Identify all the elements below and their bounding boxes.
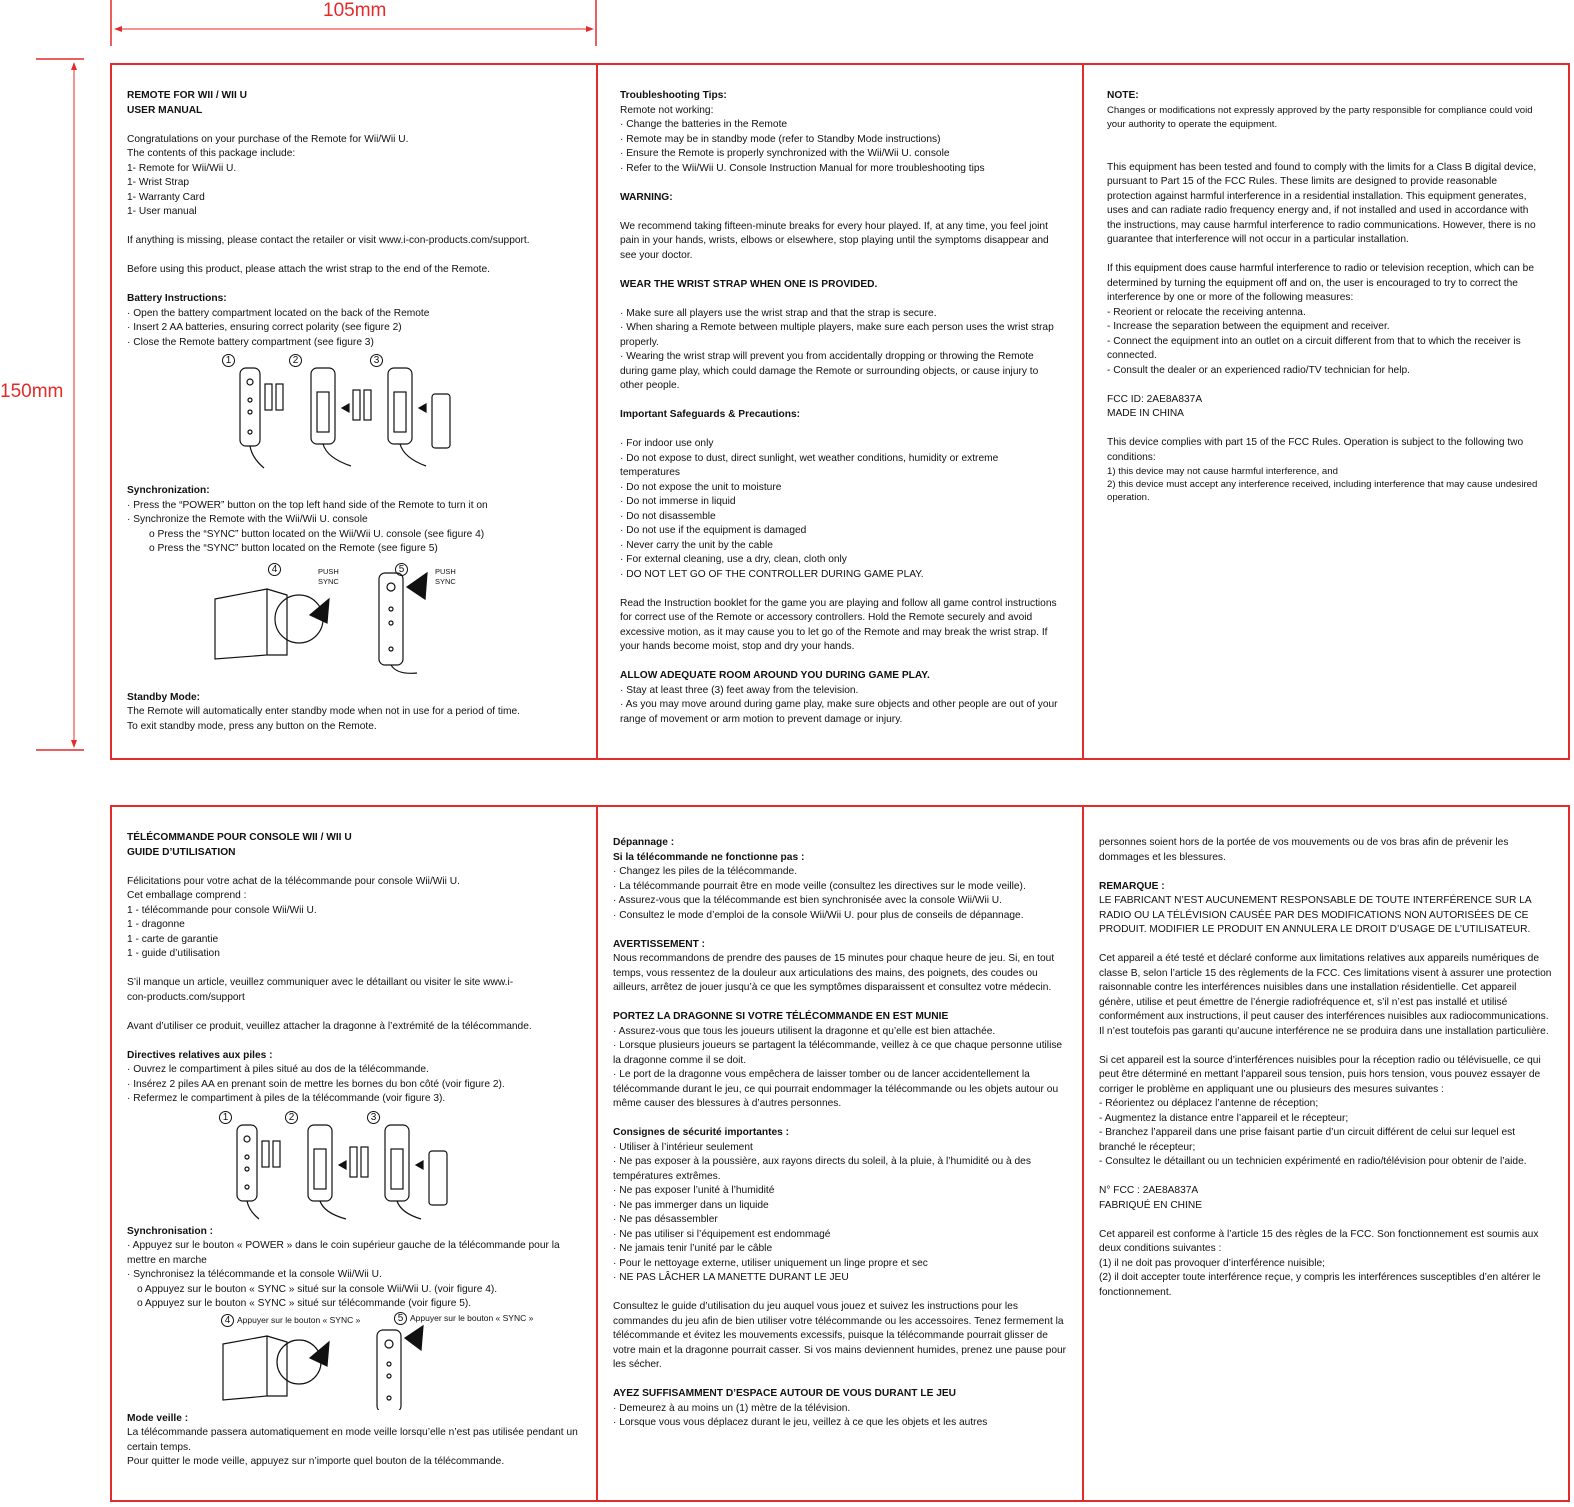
note-heading: REMARQUE : (1099, 880, 1165, 892)
note-heading: NOTE: (1107, 90, 1139, 101)
troubleshooting-item: Remote not working: (620, 104, 714, 116)
troubleshooting-item: · La télécommande pourrait être en mode veille (consultez les directives sur le mode veille). (613, 880, 1026, 892)
standby-text: La télécommande passera automatiquement en mode veille lorsqu’elle n’est pas utilisée pendant un certain temps. (127, 1427, 581, 1453)
safeguard-item: · Ne pas immerger dans un liquide (613, 1199, 769, 1211)
figure-number: 3 (370, 354, 383, 367)
figure-number: 1 (219, 1111, 232, 1124)
intro-line: 1- Remote for Wii/Wii U. (127, 162, 237, 174)
fcc-id-value: 2AE8A837A (1142, 1185, 1199, 1196)
made-in-label: MADE IN CHINA (1107, 408, 1184, 419)
warning-heading: AVERTISSEMENT : (613, 938, 706, 950)
battery-heading: Directives relatives aux piles : (127, 1049, 273, 1061)
safeguard-item: · Do not immerse in liquid (620, 496, 736, 507)
room-item: · Lorsque vous vous déplacez durant le jeu, veillez à ce que les objets et les autres (613, 1417, 988, 1428)
made-in-label: FABRIQUÉ EN CHINE (1099, 1199, 1203, 1211)
condition-item: (2) il doit accepter toute interférence reçue, y compris les interférences susceptibles d’en altérer le fonctionnement. (1099, 1272, 1544, 1298)
continued-text: personnes soient hors de la portée de vos mouvements ou de vos bras afin de prévenir les dommages et les blessures. (1099, 837, 1512, 863)
safeguards-heading: Consignes de sécurité importantes : (613, 1127, 790, 1138)
measure-item: - Connect the equipment into an outlet on a circuit different from that to which the receiver is connected. (1107, 335, 1524, 361)
troubleshooting-item: · Refer to the Wii/Wii U. Console Instruction Manual for more troubleshooting tips (620, 162, 985, 174)
figure-number: 3 (367, 1111, 380, 1124)
figure-number: 4 (221, 1314, 234, 1327)
sync-step: · Synchronisez la télécommande et la console Wii/Wii U. (127, 1269, 382, 1280)
troubleshooting-item: · Ensure the Remote is properly synchronized with the Wii/Wii U. console (620, 148, 950, 159)
battery-step: · Open the battery compartment located on the back of the Remote (127, 307, 430, 319)
troubleshooting-subheading: Si la télécommande ne fonctionne pas : (613, 851, 805, 863)
intro-line: 1- User manual (127, 206, 197, 217)
width-dimension-label: 105mm (323, 0, 387, 21)
en-panel-3 (1107, 89, 1543, 504)
manual-title: TÉLÉCOMMANDE POUR CONSOLE WII / WII U (127, 832, 352, 843)
troubleshooting-heading: Troubleshooting Tips: (620, 90, 727, 101)
fr-panel-2 (613, 836, 1069, 1431)
figure-number: 2 (285, 1111, 298, 1124)
fcc-compliance-text: Cet appareil a été testé et déclaré conforme aux limitations relatives aux appareils numériques de classe B, selon l’article 15 des règlements de la FCC. Ces limitations visent à assurer une protection raisonnable contre les interférences nuisibles dans une installation résidentielle. Cet appareil génère, utilise et peut émettre de l’énergie radiofréquence et, s’il n’est pas installé et utilisé conformément aux instructions, il peut causer des interférences nuisibles aux radiocommunications. Il n’est toutefois pas garanti qu’aucune interférence ne se produira dans une installation particulière. (1099, 953, 1555, 1037)
safeguard-item: · Never carry the unit by the cable (620, 539, 773, 551)
sync-substep: o Appuyez sur le bouton « SYNC » situé sur télécommande (voir figure 5). (137, 1298, 472, 1309)
battery-step: · Close the Remote battery compartment (see figure 3) (127, 336, 374, 348)
warning-text: Nous recommandons de prendre des pauses de 15 minutes pour chaque heure de jeu. Si, en tout temps, vous ressentez de la douleur aux articulations des mains, des poignets, des coudes ou ailleurs, arrêtez de jouer jusqu’à ce que les symptômes disparaissent et consultez votre médecin. (613, 953, 1058, 993)
battery-step: · Refermez le compartiment à piles de la télécommande (voir figure 3). (127, 1093, 446, 1104)
strap-heading: PORTEZ LA DRAGONNE SI VOTRE TÉLÉCOMMANDE EN EST MUNIE (613, 1011, 949, 1022)
measure-item: - Augmentez la distance entre l’appareil et le récepteur; (1099, 1112, 1349, 1124)
intro-line: Félicitations pour votre achat de la télécommande pour console Wii/Wii U. (127, 875, 460, 887)
panel-divider (1082, 65, 1084, 758)
before-use-text: Avant d’utiliser ce produit, veuillez attacher la dragonne à l’extrémité de la télécommande. (127, 1020, 532, 1032)
sync-label: SYNC (318, 576, 339, 586)
measure-item: - Consultez le détaillant ou un technicien expérimenté en radio/télévision pour obtenir de l’aide. (1099, 1156, 1527, 1167)
room-heading: ALLOW ADEQUATE ROOM AROUND YOU DURING GAME PLAY. (620, 670, 930, 681)
intro-line: 1 - dragonne (127, 919, 185, 930)
figure-number: 5 (394, 1312, 407, 1325)
push-label: PUSH (318, 566, 339, 576)
strap-item: · Wearing the wrist strap will prevent you from accidentally dropping or throwing the Remote during game play, which could damage the Remote or surrounding objects, or cause injury to other people. (620, 351, 1042, 391)
sync-illustration (127, 1314, 589, 1410)
missing-text: If anything is missing, please contact the retailer or visit www.i-con-products.com/support. (127, 235, 530, 246)
sync-substep: o Appuyez sur le bouton « SYNC » situé sur la console Wii/Wii U. (voir figure 4). (137, 1283, 498, 1295)
safeguards-heading: Important Safeguards & Precautions: (620, 409, 801, 420)
measure-item: - Réorientez ou déplacez l’antenne de réception; (1099, 1098, 1319, 1109)
complies-text: Cet appareil est conforme à l’article 15 des règles de la FCC. Son fonctionnement est soumis aux deux conditions suivantes : (1099, 1228, 1542, 1254)
panel-divider (1082, 807, 1084, 1500)
push-sync-label: Appuyer sur le bouton « SYNC » (237, 1314, 361, 1325)
warning-text: We recommend taking fifteen-minute breaks for every hour played. If, at any time, you feel joint pain in your hands, wrists, elbows or elsewhere, stop playing until the symptoms disappear and see your doctor. (620, 220, 1052, 261)
room-item: · Demeurez à au moins un (1) mètre de la télévision. (613, 1402, 851, 1414)
complies-text: This device complies with part 15 of the FCC Rules. Operation is subject to the following two conditions: (1107, 437, 1527, 463)
intro-line: 1- Wrist Strap (127, 177, 190, 188)
sync-substep: o Press the “SYNC” button located on the Remote (see figure 5) (149, 543, 438, 554)
en-panel-1 (127, 89, 589, 734)
fcc-compliance-text: This equipment has been tested and found to comply with the limits for a Class B digital device, pursuant to Part 15 of the FCC Rules. These limits are designed to provide reasonable protection against harmful interference in a residential installation. This equipment generates, uses and can radiate radio frequency energy and, if not installed and used in accordance with the instructions, may cause harmful interference to radio communications. However, there is no guarantee that interference will not occur in a particular installation. (1107, 161, 1540, 245)
fcc-id (1107, 393, 1543, 408)
safeguard-item: · Ne pas exposer l’unité à l’humidité (613, 1185, 775, 1196)
strap-item: · Le port de la dragonne vous empêchera de laisser tomber ou de lancer accidentellement la télécommande durant le jeu, ce qui pourrait endommager la télécommande ou les objets autour ou même causer des blessures à d’autres personnes. (613, 1069, 1061, 1109)
sync-figure (127, 1314, 589, 1410)
push-sync-label: Appuyer sur le bouton « SYNC » (410, 1312, 534, 1323)
panel-divider (596, 807, 598, 1500)
strap-item: · Assurez-vous que tous les joueurs utilisent la dragonne et qu’elle est bien attachée. (613, 1025, 996, 1037)
height-dimension-line (36, 58, 86, 752)
room-heading: AYEZ SUFFISAMMENT D’ESPACE AUTOUR DE VOUS DURANT LE JEU (613, 1388, 957, 1399)
fr-panel-3 (1099, 836, 1553, 1300)
safeguard-item: · For external cleaning, use a dry, clean, cloth only (620, 554, 847, 565)
condition-item: (1) il ne doit pas provoquer d’interférence nuisible; (1099, 1257, 1325, 1269)
fcc-id-value: 2AE8A837A (1146, 393, 1203, 405)
battery-figure (127, 352, 589, 482)
manual-title: REMOTE FOR WII / WII U (127, 90, 247, 101)
push-label: PUSH (435, 566, 456, 576)
read-instructions-text: Read the Instruction booklet for the game you are playing and follow all game control instructions for correct use of the Remote or accessory controllers. Hold the Remote securely and avoid excessive motion, as it may cause you to let go of the Remote and may break the wrist strap. If your hands become moist, stop and dry your hands. (620, 597, 1060, 652)
sync-illustration (127, 559, 589, 689)
fcc-interference-text: Si cet appareil est la source d’interférences nuisibles pour la réception radio ou télévisuelle, ce qui peut être déterminé en mettant l’appareil sous tension, puis hors tension, vous pouvez essayer de corriger le problème en appliquant une ou plusieurs des mesures suivantes : (1099, 1054, 1544, 1095)
strap-heading: WEAR THE WRIST STRAP WHEN ONE IS PROVIDED. (620, 278, 878, 290)
safeguard-item: · Ne pas utiliser si l’équipement est endommagé (613, 1228, 831, 1240)
safeguard-item: · Pour le nettoyage externe, utiliser uniquement un linge propre et sec (613, 1257, 928, 1269)
intro-line: 1- Warranty Card (127, 191, 205, 203)
safeguard-item: · Ne jamais tenir l’unité par le câble (613, 1243, 773, 1254)
battery-step: · Ouvrez le compartiment à piles situé au dos de la télécommande. (127, 1064, 429, 1075)
sync-step: · Appuyez sur le bouton « POWER » dans le coin supérieur gauche de la télécommande pour la mettre en marche (127, 1240, 563, 1266)
safeguard-item: · Ne pas exposer à la poussière, aux rayons directs du soleil, à la pluie, à l’humidité ou à des températures extrêmes. (613, 1156, 1034, 1182)
strap-item: · Make sure all players use the wrist strap and that the strap is secure. (620, 307, 937, 319)
intro-line: The contents of this package include: (127, 148, 296, 159)
fcc-id-label: FCC ID: (1107, 393, 1147, 405)
safeguard-item: · Ne pas désassembler (613, 1214, 718, 1225)
safeguard-item: · Do not use if the equipment is damaged (620, 525, 807, 536)
intro-line: 1 - télécommande pour console Wii/Wii U. (127, 904, 317, 916)
manual-subtitle: USER MANUAL (127, 104, 203, 116)
intro-line: Congratulations on your purchase of the Remote for Wii/Wii U. (127, 133, 409, 145)
sync-label: SYNC (435, 576, 456, 586)
standby-text: Pour quitter le mode veille, appuyez sur n’importe quel bouton de la télécommande. (127, 1456, 505, 1467)
panel-divider (596, 65, 598, 758)
battery-illustration (127, 1109, 589, 1223)
troubleshooting-item: · Changez les piles de la télécommande. (613, 866, 798, 877)
fcc-id-label: N° FCC : (1099, 1185, 1143, 1196)
before-use-text: Before using this product, please attach the wrist strap to the end of the Remote. (127, 264, 490, 275)
troubleshooting-heading: Dépannage : (613, 837, 675, 848)
room-item: · Stay at least three (3) feet away from the television. (620, 684, 859, 696)
measure-item: - Consult the dealer or an experienced radio/TV technician for help. (1107, 364, 1410, 376)
figure-number: 1 (222, 354, 235, 367)
height-dimension-label: 150mm (0, 381, 64, 402)
width-dimension-line (110, 0, 598, 48)
sync-step: · Press the “POWER” button on the top left hand side of the Remote to turn it on (127, 499, 488, 511)
safeguard-item: · Do not expose to dust, direct sunlight, wet weather conditions, humidity or extreme temperatures (620, 452, 1002, 478)
sync-heading: Synchronization: (127, 485, 210, 496)
battery-illustration (127, 352, 589, 482)
standby-text: To exit standby mode, press any button on the Remote. (127, 720, 377, 732)
fcc-id (1099, 1184, 1553, 1199)
fcc-interference-text: If this equipment does cause harmful interference to radio or television reception, which can be determined by turning the equipment off and on, the user is encouraged to try to correct the interference by one or more of the following measures: (1107, 263, 1537, 303)
manual-subtitle: GUIDE D’UTILISATION (127, 846, 236, 858)
measure-item: - Reorient or relocate the receiving antenna. (1107, 306, 1306, 318)
standby-text: The Remote will automatically enter standby mode when not in use for a period of time. (127, 706, 520, 717)
condition-item: 1) this device may not cause harmful interference, and (1107, 466, 1338, 477)
strap-item: · Lorsque plusieurs joueurs se partagent la télécommande, veillez à ce que chaque personne utilise la dragonne comme il se doit. (613, 1040, 1065, 1066)
sync-heading: Synchronisation : (127, 1225, 214, 1237)
intro-line: Cet emballage comprend : (127, 890, 247, 901)
intro-line: 1 - guide d’utilisation (127, 948, 220, 959)
strap-item: · When sharing a Remote between multiple players, make sure each person uses the wrist strap properly. (620, 322, 1057, 348)
fr-panel-1 (127, 831, 589, 1470)
battery-step: · Insert 2 AA batteries, ensuring correct polarity (see figure 2) (127, 322, 402, 333)
condition-item: 2) this device must accept any interference received, including interference that may cause undesired operation. (1107, 479, 1541, 503)
note-text: Changes or modifications not expressly approved by the party responsible for compliance could void your authority to operate the equipment. (1107, 104, 1536, 130)
sync-substep: o Press the “SYNC” button located on the Wii/Wii U. console (see figure 4) (149, 528, 485, 540)
read-instructions-text: Consultez le guide d’utilisation du jeu auquel vous jouez et suivez les instructions pour les commandes du jeu afin de bien utiliser votre télécommande ou les accessoires. Tenez fermement la télécommande et évitez les mouvements excessifs, puisque la télécommande pourrait glisser de votre main et la dragonne pourrait casser. Si vos mains deviennent humides, prenez une pause pour les sécher. (613, 1301, 1069, 1370)
battery-step: · Insérez 2 piles AA en prenant soin de mettre les bornes du bon côté (voir figure 2). (127, 1078, 505, 1090)
safeguard-item: · NE PAS LÂCHER LA MANETTE DURANT LE JEU (613, 1272, 849, 1283)
safeguard-item: · Do not disassemble (620, 510, 716, 522)
sync-step: · Synchronize the Remote with the Wii/Wii U. console (127, 514, 368, 525)
en-panel-2 (620, 89, 1060, 727)
safeguard-item: · Do not expose the unit to moisture (620, 481, 782, 493)
measure-item: - Branchez l’appareil dans une prise faisant partie d’un circuit différent de celui sur lequel est branché le récepteur; (1099, 1127, 1518, 1153)
standby-heading: Standby Mode: (127, 691, 201, 703)
note-text: LE FABRICANT N’EST AUCUNEMENT RESPONSABLE DE TOUTE INTERFÉRENCE SUR LA RADIO OU LA TÉLÉVISION CAUSÉE PAR DES MODIFICATIONS NON AUTORISÉES DE CE PRODUIT. MODIFIER LE PRODUIT EN ANNULERA LE DROIT D’USAGE DE L’UTILISATEUR. (1099, 895, 1534, 935)
safeguard-item: · Utiliser à l’intérieur seulement (613, 1141, 753, 1153)
figure-number: 2 (289, 354, 302, 367)
troubleshooting-item: · Change the batteries in the Remote (620, 119, 788, 130)
intro-line: 1 - carte de garantie (127, 933, 219, 945)
troubleshooting-item: · Assurez-vous que la télécommande est bien synchronisée avec la console Wii/Wii U. (613, 895, 1002, 906)
figure-number: 4 (268, 563, 281, 576)
troubleshooting-item: · Consultez le mode d’emploi de la console Wii/Wii U. pour plus de conseils de dépannage. (613, 909, 1024, 921)
troubleshooting-item: · Remote may be in standby mode (refer to Standby Mode instructions) (620, 133, 941, 145)
missing-text: S’il manque un article, veuillez communiquer avec le détaillant ou visiter le site www.i-con-products.com/support (127, 977, 514, 1003)
battery-figure (127, 1109, 589, 1223)
measure-item: - Increase the separation between the equipment and receiver. (1107, 321, 1390, 332)
standby-heading: Mode veille : (127, 1412, 189, 1424)
figure-number: 5 (395, 563, 408, 576)
safeguard-item: · For indoor use only (620, 438, 714, 449)
room-item: · As you may move around during game play, make sure objects and other people are out of your range of movement or arm motion to prevent damage or injury. (620, 699, 1061, 725)
sync-figure (127, 559, 589, 689)
safeguard-item: · DO NOT LET GO OF THE CONTROLLER DURING GAME PLAY. (620, 568, 924, 580)
warning-heading: WARNING: (620, 191, 673, 203)
battery-heading: Battery Instructions: (127, 293, 227, 304)
